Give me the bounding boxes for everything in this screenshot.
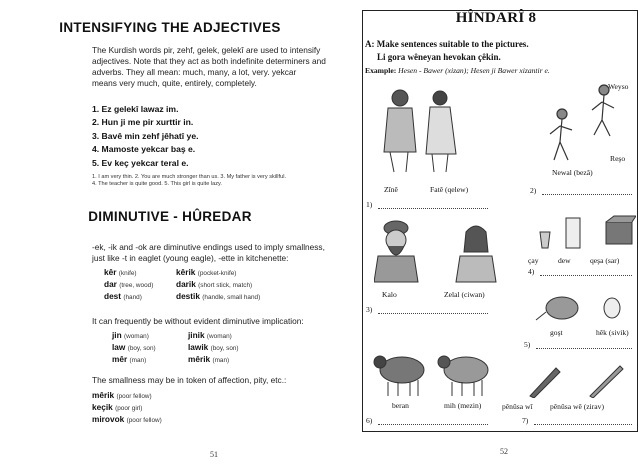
label-penusa-we: pênûsa wê (zirav) [550, 402, 604, 411]
affection-word: keçik [92, 402, 113, 412]
affection-line: The smallness may be in token of affection, pity, etc.: [92, 375, 287, 385]
page-number-right: 52 [500, 447, 508, 456]
gloss: (knife) [118, 270, 137, 277]
intro-line: adverbs. They all mean: much, many, a lot, very. yekcar [92, 67, 297, 77]
gloss: (man) [129, 357, 147, 364]
blank-1-number: 1) [366, 200, 373, 209]
base-word: law [112, 342, 126, 352]
gloss: (tree, wood) [119, 282, 154, 289]
translations-note [92, 174, 332, 189]
label-newal: Newal (bezâ) [552, 168, 593, 177]
gloss: (poor fellow) [126, 417, 162, 424]
frequent-line: It can frequently be without evident diminutive implication: [92, 316, 304, 326]
right-page [352, 0, 640, 466]
affection-table [92, 389, 292, 425]
women-illustration [372, 84, 482, 174]
label-mih: mih (mezin) [444, 401, 482, 410]
example-label: Example: [365, 66, 397, 75]
word-row [92, 413, 292, 425]
base-word: dest [104, 291, 122, 301]
label-reso: Reşo [610, 154, 626, 163]
label-zelal: Zelal (ciwan) [444, 290, 485, 299]
intro-paragraph [92, 45, 332, 89]
label-cay: çay [528, 256, 539, 265]
sentence: 4. Mamoste yekcar baş e. [92, 144, 196, 155]
dim-intro-line: -ek, -ik and -ok are diminutive endings used to imply smallness, [92, 242, 325, 252]
blank-2-line[interactable] [542, 194, 632, 195]
base-word: jin [112, 330, 122, 340]
word-pair-row [112, 353, 332, 365]
gloss: (handle, small hand) [202, 294, 261, 301]
word-row [92, 401, 292, 413]
blank-3-line[interactable] [378, 313, 488, 314]
gloss: (pocket-knife) [197, 270, 237, 277]
word-pair-row [104, 266, 334, 278]
base-word: mêr [112, 354, 128, 364]
diminutive-word: darik [176, 279, 196, 289]
blank-6-line[interactable] [378, 424, 488, 425]
gloss: (woman) [124, 333, 149, 340]
intro-line: means very much, quite, entirely, completely. [92, 78, 257, 88]
base-word: kêr [104, 267, 117, 277]
label-weyso: Weyso [608, 82, 629, 91]
gloss: (boy, son) [210, 345, 239, 352]
instruction-kurdish: Li gora wêneyan hevokan çêkin. [377, 52, 501, 62]
exercise-title: HÎNDARÎ 8 [455, 10, 537, 26]
blank-2-number: 2) [530, 186, 537, 195]
word-pair-row [104, 290, 334, 302]
word-pair-row [104, 278, 334, 290]
sentence: 5. Ev keç yekcar teral e. [92, 157, 189, 168]
sentence: 2. Hun ji me pir xurttir in. [92, 117, 194, 128]
label-beran: beran [392, 401, 409, 410]
label-penusa-wi: pênûsa wî [502, 402, 533, 411]
gloss: (poor girl) [115, 405, 143, 412]
label-qesa: qeşa (sar) [590, 256, 620, 265]
label-fate: Fatê (qelew) [430, 185, 469, 194]
gloss: (woman) [206, 333, 232, 340]
diminutive-word: jinik [188, 330, 205, 340]
translation-line: 4. The teacher is quite good. 5. This girl is quite lazy. [92, 181, 222, 188]
label-kalo: Kalo [382, 290, 397, 299]
portraits-illustration [374, 216, 504, 284]
diminutive-word: destik [176, 291, 200, 301]
blank-7-number: 7) [522, 416, 529, 425]
translation-line: 1. I am very thin. 2. You are much stronger than us. 3. My father is very skillful. [92, 174, 287, 180]
gloss: (poor fellow) [116, 393, 152, 400]
gloss: (hand) [123, 294, 142, 301]
blank-5-line[interactable] [536, 348, 632, 349]
runners-illustration [532, 80, 622, 170]
diminutive-word: lawik [188, 342, 209, 352]
base-word: dar [104, 279, 117, 289]
food-illustration [532, 290, 632, 326]
gloss: (short stick, match) [198, 282, 253, 289]
example-sentences [92, 103, 322, 170]
section-title-intensifying: INTENSIFYING THE ADJECTIVES [59, 20, 281, 35]
sentence: 1. Ez gelekî lawaz im. [92, 104, 179, 114]
word-pair-row [112, 341, 332, 353]
instruction-english: A: Make sentences suitable to the pictures. [365, 39, 529, 49]
intro-line: adjectives. Note that they act as both indefinite determiners and [92, 56, 326, 66]
dim-intro-line: just like -t in eaglet (young eagle), -ette in kitchenette: [92, 253, 289, 263]
diminutive-word: kêrik [176, 267, 196, 277]
blank-4-line[interactable] [540, 275, 632, 276]
example-line [365, 66, 550, 75]
blank-6-number: 6) [366, 416, 373, 425]
blank-1-line[interactable] [378, 208, 488, 209]
section-title-diminutive: DIMINUTIVE - HÛREDAR [88, 209, 252, 224]
diminutive-table [104, 266, 334, 302]
label-gost: goşt [550, 328, 563, 337]
label-dew: dew [558, 256, 571, 265]
intro-line: The Kurdish words pir, zehf, gelek, gelekî are used to intensify [92, 45, 321, 55]
gloss: (boy, son) [127, 345, 156, 352]
diminutive-word: mêrik [188, 354, 211, 364]
example-text: Hesen - Bawer (xizan); Hesen ji Bawer xizantir e. [398, 66, 550, 75]
blank-5-number: 5) [524, 340, 531, 349]
pens-illustration [520, 362, 630, 398]
blank-4-number: 4) [528, 267, 535, 276]
affection-word: mêrik [92, 390, 115, 400]
sentence: 3. Bavê min zehf jêhatî ye. [92, 130, 199, 141]
page-number-left: 51 [210, 450, 218, 459]
frequent-table [112, 329, 332, 365]
gloss: (man) [212, 357, 230, 364]
affection-word: mirovok [92, 414, 125, 424]
word-pair-row [112, 329, 332, 341]
word-row [92, 389, 292, 401]
drinks-illustration [536, 212, 636, 252]
blank-7-line[interactable] [534, 424, 632, 425]
blank-3-number: 3) [366, 305, 373, 314]
label-hek: hêk (sivik) [596, 328, 629, 337]
label-zine: Zînê [384, 185, 398, 194]
sheep-illustration [372, 348, 502, 398]
diminutive-intro [92, 242, 332, 264]
